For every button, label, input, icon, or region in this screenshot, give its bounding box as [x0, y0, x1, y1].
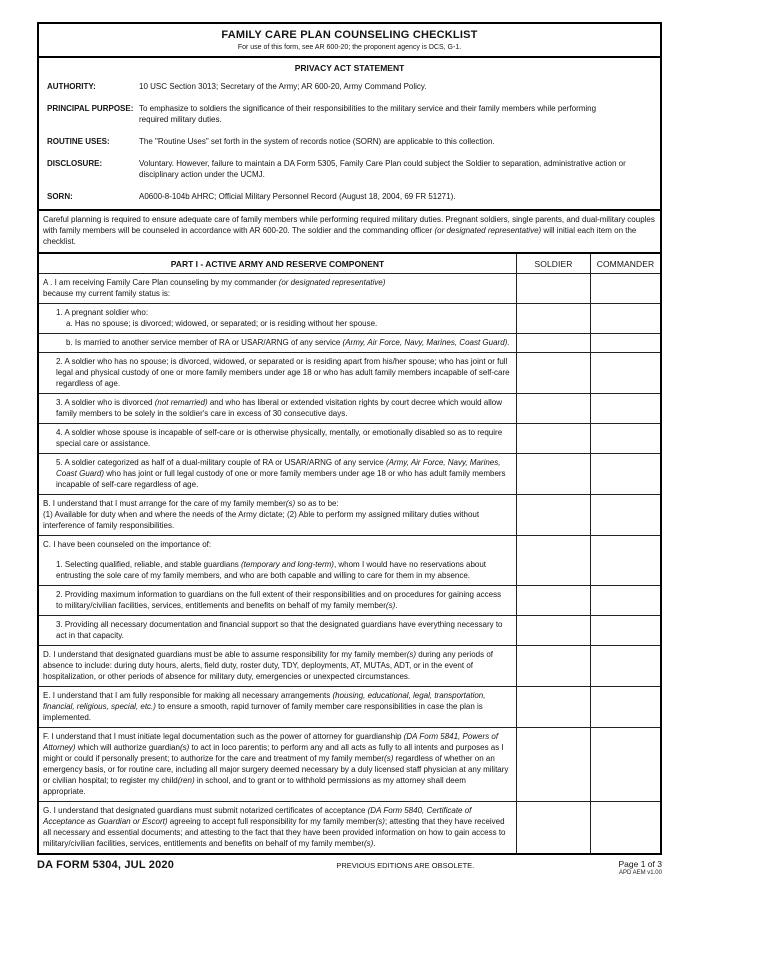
text-segment: 3. A soldier who is divorced: [56, 398, 155, 407]
privacy-row-value: To emphasize to soldiers the significance of their responsibilities to the military service and their family members while performing required military duties.: [139, 104, 597, 124]
item-text-cell: [39, 687, 516, 727]
soldier-initial-cell[interactable]: [516, 334, 590, 352]
text-segment: G. I understand that designated guardians must submit notarized certificates of acceptance: [43, 806, 368, 815]
soldier-initial-cell[interactable]: [516, 646, 590, 686]
item-text-line: [56, 559, 510, 581]
checklist-row-3: [39, 394, 660, 424]
text-segment: (DA Form 5841, Powers of Attorney): [43, 732, 499, 752]
soldier-initial-cell[interactable]: [516, 616, 590, 645]
text-segment: during any periods of absence to include: during duty hours, alerts, field duty, roster duty, TDY, deployments, AT, MUTAs, ADT, or in the event of hospitalization, or other periods of absence for military duty, emergencies or unexpected circumstances.: [43, 650, 493, 681]
checklist-row-d: [39, 646, 660, 687]
soldier-initial-cell[interactable]: [516, 394, 590, 423]
checklist-row-c: [39, 536, 660, 586]
item-text-line: [56, 619, 510, 641]
previous-editions-note: PREVIOUS EDITIONS ARE OBSOLETE.: [336, 861, 475, 870]
item-text-line: [43, 649, 510, 682]
soldier-initial-cell[interactable]: [516, 274, 590, 303]
soldier-initial-cell[interactable]: [516, 495, 590, 535]
text-segment: , whom I would have no reservations about entrusting the sole care of my family members, and who are both capable and willing to care for them in my absence.: [56, 560, 487, 580]
privacy-row: [47, 136, 652, 147]
commander-initial-cell[interactable]: [590, 353, 660, 393]
item-text-line: [43, 805, 510, 849]
text-segment: D. I understand that designated guardians must be able to assume responsibility for my family member: [43, 650, 407, 659]
item-text-cell: [39, 394, 516, 423]
text-segment: (not remarried): [154, 398, 208, 407]
item-text-line: [56, 397, 510, 419]
checklist-row-5: [39, 454, 660, 495]
text-segment: which will authorize guardian: [75, 743, 180, 752]
privacy-row-label: SORN:: [47, 192, 73, 201]
text-segment: 2. Providing maximum information to guardians on the full extent of their responsibilities and on procedures for gaining access to military/civilian facilities, services, entitlements and benefits on behalf of my family member: [56, 590, 502, 610]
text-segment: 3. Providing all necessary documentation and financial support so that the designated guardians have everything necessary to act in that capacity.: [56, 620, 503, 640]
text-segment: 4. A soldier whose spouse is incapable of self-care or is otherwise physically, mentally, or emotionally disabled so as to require special care or assistance.: [56, 428, 503, 448]
item-text-cell: [39, 802, 516, 853]
privacy-act-section: [39, 58, 660, 211]
privacy-row-label: DISCLOSURE:: [47, 159, 103, 168]
privacy-row: [47, 81, 652, 92]
text-segment: 5. A soldier categorized as half of a dual-military couple of RA or USAR/ARNG of any service: [56, 458, 386, 467]
text-segment: so as to be:: [295, 499, 339, 508]
item-text-cell: [39, 586, 516, 615]
text-segment: (s): [385, 601, 396, 610]
checklist-row-a: [39, 274, 660, 304]
checklist-row-c3: [39, 616, 660, 646]
commander-initial-cell[interactable]: [590, 274, 660, 303]
privacy-row-value: 10 USC Section 3013; Secretary of the Army; AR 600-20, Army Command Policy.: [139, 82, 427, 91]
table-header-row: [39, 254, 660, 274]
soldier-initial-cell[interactable]: [516, 536, 590, 585]
checklist-row-c2: [39, 586, 660, 616]
item-text-cell: [39, 304, 516, 333]
text-segment: agreeing to accept full responsibility for my family member: [167, 817, 376, 826]
text-segment: who has joint or full legal custody of one or more family members under age 18 or who has adult family members incapable of self-care regardless of age.: [56, 469, 506, 489]
commander-initial-cell[interactable]: [590, 454, 660, 494]
item-text-line: [56, 457, 510, 490]
commander-initial-cell[interactable]: [590, 616, 660, 645]
checklist-row-2: [39, 353, 660, 394]
text-segment: (s): [384, 754, 394, 763]
commander-initial-cell[interactable]: [590, 687, 660, 727]
item-text-line: [43, 509, 510, 531]
item-text-cell: [39, 424, 516, 453]
commander-initial-cell[interactable]: [590, 536, 660, 585]
text-segment: .: [395, 601, 398, 610]
commander-initial-cell[interactable]: [590, 304, 660, 333]
privacy-row-value: The "Routine Uses" set forth in the system of records notice (SORN) are applicable to this collection.: [139, 137, 495, 146]
text-segment: regardless of whether on an emergency basis, or for routine care, including all major surgery deemed necessary by a duly licensed staff physician at any military or civilian hospital; to register my child: [43, 754, 509, 785]
part-title: PART I - ACTIVE ARMY AND RESERVE COMPONENT: [170, 258, 385, 269]
text-segment: .: [373, 839, 376, 848]
version-note: APD AEM v1.00: [618, 870, 662, 876]
intro-paragraph: [39, 211, 660, 254]
item-text-cell: [39, 353, 516, 393]
item-text-cell: [39, 616, 516, 645]
text-segment: Careful planning is required to ensure adequate care of family members while performing required military duties. Pregnant soldiers, single parents, and dual-military couples with family members will be counseled in accordance with AR 600-20. The soldier and the commanding officer: [43, 215, 655, 235]
commander-initial-cell[interactable]: [590, 586, 660, 615]
privacy-row: [47, 158, 652, 180]
soldier-initial-cell[interactable]: [516, 353, 590, 393]
page-subtitle: For use of this form, see AR 600-20; the proponent agency is DCS, G-1.: [237, 44, 462, 51]
page-indicator: Page 1 of 3: [618, 859, 662, 869]
text-segment: b. Is married to another service member of RA or USAR/ARNG of any service: [66, 338, 343, 347]
text-segment: (ren): [177, 776, 195, 785]
soldier-initial-cell[interactable]: [516, 802, 590, 853]
item-text-line: [43, 277, 510, 288]
soldier-initial-cell[interactable]: [516, 687, 590, 727]
commander-initial-cell[interactable]: [590, 802, 660, 853]
title-block: [39, 24, 660, 58]
text-segment: C. I have been counseled on the importance of:: [43, 540, 212, 549]
commander-initial-cell[interactable]: [590, 334, 660, 352]
text-segment: will initial each item on the checklist.: [43, 226, 637, 246]
text-segment: because my current family status is:: [43, 289, 171, 298]
text-segment: (s): [375, 817, 385, 826]
item-text-line: [43, 690, 510, 723]
text-segment: (housing, educational, legal, transportation, financial, religious, special, etc.): [43, 691, 486, 711]
checklist-table: [39, 254, 660, 853]
privacy-row-value: A0600-8-104b AHRC; Official Military Personnel Record (August 18, 2004, 69 FR 51271).: [139, 192, 456, 201]
commander-initial-cell[interactable]: [590, 495, 660, 535]
item-text-line: [43, 498, 510, 509]
item-text-cell: [39, 274, 516, 303]
text-segment: (DA Form 5840, Certificate of Acceptance as Guardian or Escort): [43, 806, 472, 826]
item-text-line: [43, 731, 510, 797]
page-block: [619, 859, 662, 877]
soldier-initial-cell[interactable]: [516, 454, 590, 494]
soldier-column-header: SOLDIER: [516, 254, 590, 273]
privacy-row-label: PRINCIPAL PURPOSE:: [47, 104, 134, 113]
item-text-cell: [39, 728, 516, 801]
item-text-line: [66, 318, 510, 329]
soldier-initial-cell[interactable]: [516, 586, 590, 615]
soldier-initial-cell[interactable]: [516, 304, 590, 333]
item-text-line: [43, 288, 510, 299]
checklist-row-1b: [39, 334, 660, 353]
text-segment: a. Has no spouse; is divorced; widowed, or separated; or is residing without her spouse.: [66, 319, 378, 328]
item-text-cell: [39, 646, 516, 686]
privacy-row: [47, 191, 652, 202]
text-segment: (Army, Air Force, Navy, Marines, Coast Guard).: [342, 338, 510, 347]
form-number: DA FORM 5304, JUL 2020: [37, 859, 175, 871]
commander-initial-cell[interactable]: [590, 394, 660, 423]
table-body: [39, 274, 660, 853]
privacy-row: [47, 103, 652, 125]
checklist-row-1: [39, 304, 660, 334]
privacy-row-label: ROUTINE USES:: [47, 137, 110, 146]
item-text-line: [56, 589, 510, 611]
checklist-row-g: [39, 802, 660, 853]
item-text-line: [43, 539, 510, 550]
privacy-row-label: AUTHORITY:: [47, 82, 96, 91]
text-segment: 2. A soldier who has no spouse; is divorced, widowed, or separated or is residing apart from his/her spouse; who has joint or full legal and physical custody of one or more family members under age 18 or who has adult family members incapable of self-care regardless of age.: [56, 357, 510, 388]
text-segment: in school, and to grant or to withhold permissions as my attorney shall deem appropriate.: [43, 776, 466, 796]
item-text-cell: [39, 536, 516, 585]
item-text-line: [56, 356, 510, 389]
text-segment: B. I understand that I must arrange for the care of my family member: [43, 499, 286, 508]
commander-column-header: COMMANDER: [590, 254, 660, 273]
privacy-act-heading: PRIVACY ACT STATEMENT: [294, 63, 405, 73]
checklist-row-e: [39, 687, 660, 728]
text-segment: (temporary and long-term): [241, 560, 334, 569]
item-text-cell: [39, 495, 516, 535]
text-segment: (1) Available for duty when and where the needs of the Army dictate; (2) Able to perform my assigned military duties without interference of family responsibilities.: [43, 510, 480, 530]
item-text-cell: [39, 334, 516, 352]
text-segment: E. I understand that I am fully responsible for making all necessary arrangements: [43, 691, 333, 700]
privacy-row-value: Voluntary. However, failure to maintain a DA Form 5305, Family Care Plan could subject the Soldier to separation, administrative action or disciplinary action under the UCMJ.: [139, 159, 626, 179]
text-segment: (s): [179, 743, 190, 752]
text-segment: A . I am receiving Family Care Plan counseling by my commander: [43, 278, 279, 287]
text-segment: (or designated representative): [434, 226, 542, 235]
commander-initial-cell[interactable]: [590, 728, 660, 801]
checklist-row-b: [39, 495, 660, 536]
item-text-cell: [39, 454, 516, 494]
soldier-initial-cell[interactable]: [516, 728, 590, 801]
text-segment: ; attesting that they have received all necessary and essential documents; and attesting to the fact that they have been provided information on how to gain access to military/civilian facilities, services, entitlements and benefits on behalf of my family member: [43, 817, 506, 848]
text-segment: (s): [406, 650, 417, 659]
item-text-line: [56, 427, 510, 449]
soldier-initial-cell[interactable]: [516, 424, 590, 453]
form-outline: [37, 22, 662, 855]
text-segment: (or designated representative): [278, 278, 386, 287]
checklist-row-4: [39, 424, 660, 454]
text-segment: (s): [364, 839, 374, 848]
text-segment: and who has liberal or extended visitation rights by court decree which would allow family members to be solely in the soldier's care in excess of 30 consecutive days.: [56, 398, 503, 418]
text-segment: to act in loco parentis; to perform any and all acts as fully to all intents and purposes as I might or could if personally present; to authorize for the care and treatment of my family member: [43, 743, 504, 763]
text-segment: (Army, Air Force, Navy, Marines, Coast Guard): [56, 458, 501, 478]
checklist-row-f: [39, 728, 660, 802]
item-text-line: [66, 337, 510, 348]
privacy-rows: [47, 81, 652, 202]
commander-initial-cell[interactable]: [590, 424, 660, 453]
text-segment: F. I understand that I must initiate legal documentation such as the power of attorney for guardianship: [43, 732, 404, 741]
page-footer: [37, 859, 662, 877]
text-segment: to ensure a smooth, rapid turnover of family member care responsibilities in case the plan is implemented.: [43, 702, 483, 722]
text-segment: 1. Selecting qualified, reliable, and stable guardians: [56, 560, 242, 569]
page-title: FAMILY CARE PLAN COUNSELING CHECKLIST: [221, 29, 478, 41]
commander-initial-cell[interactable]: [590, 646, 660, 686]
item-text-line: [56, 307, 510, 318]
text-segment: (s): [285, 499, 296, 508]
form-page: [37, 22, 662, 877]
text-segment: 1. A pregnant soldier who:: [56, 308, 149, 317]
